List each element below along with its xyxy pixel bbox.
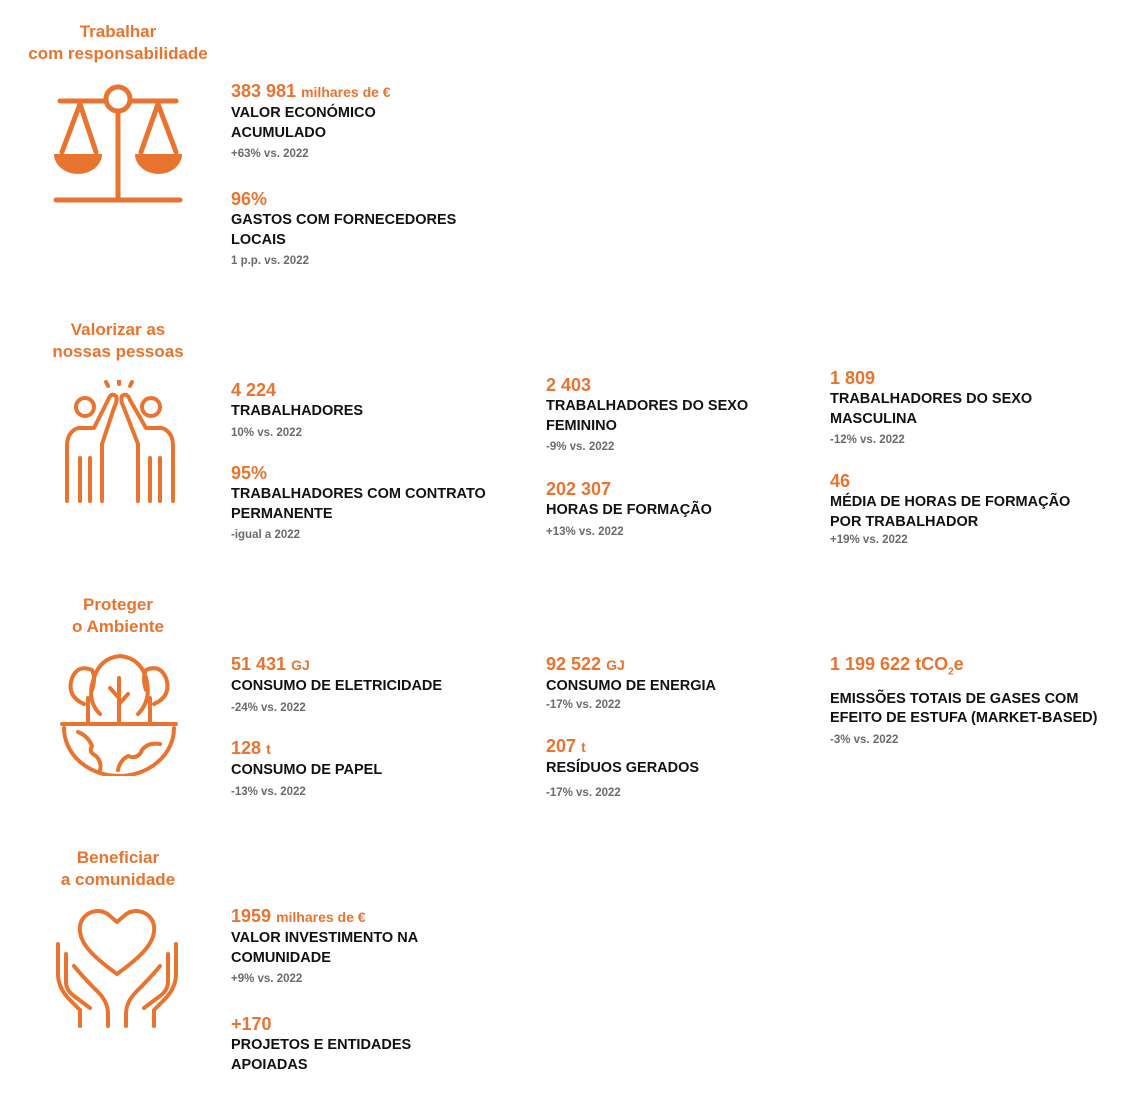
kpi-sexo-feminino: [546, 374, 836, 455]
kpi-consumo-eletricidade: [231, 653, 521, 716]
kpi-label: CONSUMO DE ENERGIA: [546, 678, 716, 694]
section-title-pessoas: Valorizar as nossas pessoas: [52, 320, 184, 361]
kpi-change: -12% vs. 2022: [830, 434, 905, 446]
kpi-change: +9% vs. 2022: [231, 973, 303, 985]
kpi-consumo-papel: [231, 737, 521, 800]
kpi-value: 202 307: [546, 479, 612, 499]
section-title-comunidade: Beneficiar a comunidade: [60, 848, 176, 889]
kpi-value: 46: [830, 471, 851, 491]
kpi-change: 1 p.p. vs. 2022: [231, 255, 309, 267]
kpi-value: 51 431 GJ: [231, 654, 310, 674]
kpi-value: 1 809: [830, 368, 876, 388]
kpi-change: +13% vs. 2022: [546, 525, 624, 538]
kpi-change: -17% vs. 2022: [546, 786, 621, 799]
kpi-change: -13% vs. 2022: [231, 785, 306, 798]
kpi-label: RESÍDUOS GERADOS: [546, 760, 700, 776]
kpi-valor-economico: [231, 80, 521, 162]
kpi-value: 128 t: [231, 738, 271, 758]
kpi-label: TRABALHADORES: [231, 403, 364, 419]
kpi-value: 1 199 622 tCO$_2$e: [830, 654, 964, 678]
kpi-investimento-comunidade: [231, 905, 521, 987]
kpi-horas-formacao: [546, 478, 836, 540]
kpi-contrato-permanente: [231, 462, 521, 543]
kpi-label: MÉDIA DE HORAS DE FORMAÇÃO POR TRABALHADOR: [830, 494, 1071, 530]
kpi-trabalhadores: [231, 379, 521, 441]
kpi-change: +19% vs. 2022: [830, 534, 908, 546]
scales-icon: [50, 82, 190, 210]
kpi-label: TRABALHADORES DO SEXO MASCULINA: [830, 391, 1033, 427]
kpi-label: VALOR INVESTIMENTO NA COMUNIDADE: [231, 930, 419, 966]
kpi-value: 2 403: [546, 375, 592, 395]
kpi-value: 207 t: [546, 736, 586, 756]
kpi-label: TRABALHADORES DO SEXO FEMININO: [546, 398, 749, 434]
kpi-value: 96%: [231, 189, 268, 209]
kpi-value: +170: [231, 1014, 272, 1034]
kpi-change: -igual a 2022: [231, 529, 301, 541]
section-title-ambiente: Proteger o Ambiente: [72, 595, 164, 636]
kpi-value: 1959 milhares de €: [231, 906, 366, 926]
kpi-change: -17% vs. 2022: [546, 698, 621, 711]
kpi-change: -24% vs. 2022: [231, 701, 306, 714]
kpi-label: PROJETOS E ENTIDADES APOIADAS: [231, 1037, 412, 1073]
kpi-emissoes-gee: [830, 653, 1130, 748]
kpi-change: 10% vs. 2022: [231, 426, 302, 439]
kpi-label: GASTOS COM FORNECEDORES LOCAIS: [231, 212, 457, 248]
kpi-residuos-gerados: [546, 735, 836, 801]
kpi-value: 92 522 GJ: [546, 654, 625, 674]
kpi-label: CONSUMO DE PAPEL: [231, 762, 383, 778]
kpi-label: HORAS DE FORMAÇÃO: [546, 502, 712, 518]
kpi-label: TRABALHADORES COM CONTRATO PERMANENTE: [231, 486, 486, 522]
kpi-fornecedores-locais: [231, 188, 521, 269]
kpi-projetos-apoiados: [231, 1013, 521, 1075]
kpi-value: 4 224: [231, 380, 277, 400]
kpi-sexo-masculino: [830, 367, 1120, 448]
kpi-value: 95%: [231, 463, 268, 483]
kpi-change: -9% vs. 2022: [546, 441, 615, 453]
kpi-label: CONSUMO DE ELETRICIDADE: [231, 678, 443, 694]
section-title-responsabilidade: Trabalhar com responsabilidade: [28, 22, 208, 63]
high-five-icon: [56, 380, 184, 508]
trees-globe-icon: [58, 652, 180, 776]
kpi-change: -3% vs. 2022: [830, 733, 899, 746]
kpi-label: VALOR ECONÓMICO ACUMULADO: [231, 105, 376, 141]
kpi-media-horas-formacao: [830, 470, 1120, 548]
heart-hands-icon: [52, 904, 182, 1032]
kpi-change: +63% vs. 2022: [231, 148, 309, 160]
kpi-value: 383 981 milhares de €: [231, 81, 391, 101]
kpi-label: EMISSÕES TOTAIS DE GASES COM EFEITO DE ESTUFA (MARKET-BASED): [830, 690, 1098, 727]
kpi-consumo-energia: [546, 653, 836, 713]
